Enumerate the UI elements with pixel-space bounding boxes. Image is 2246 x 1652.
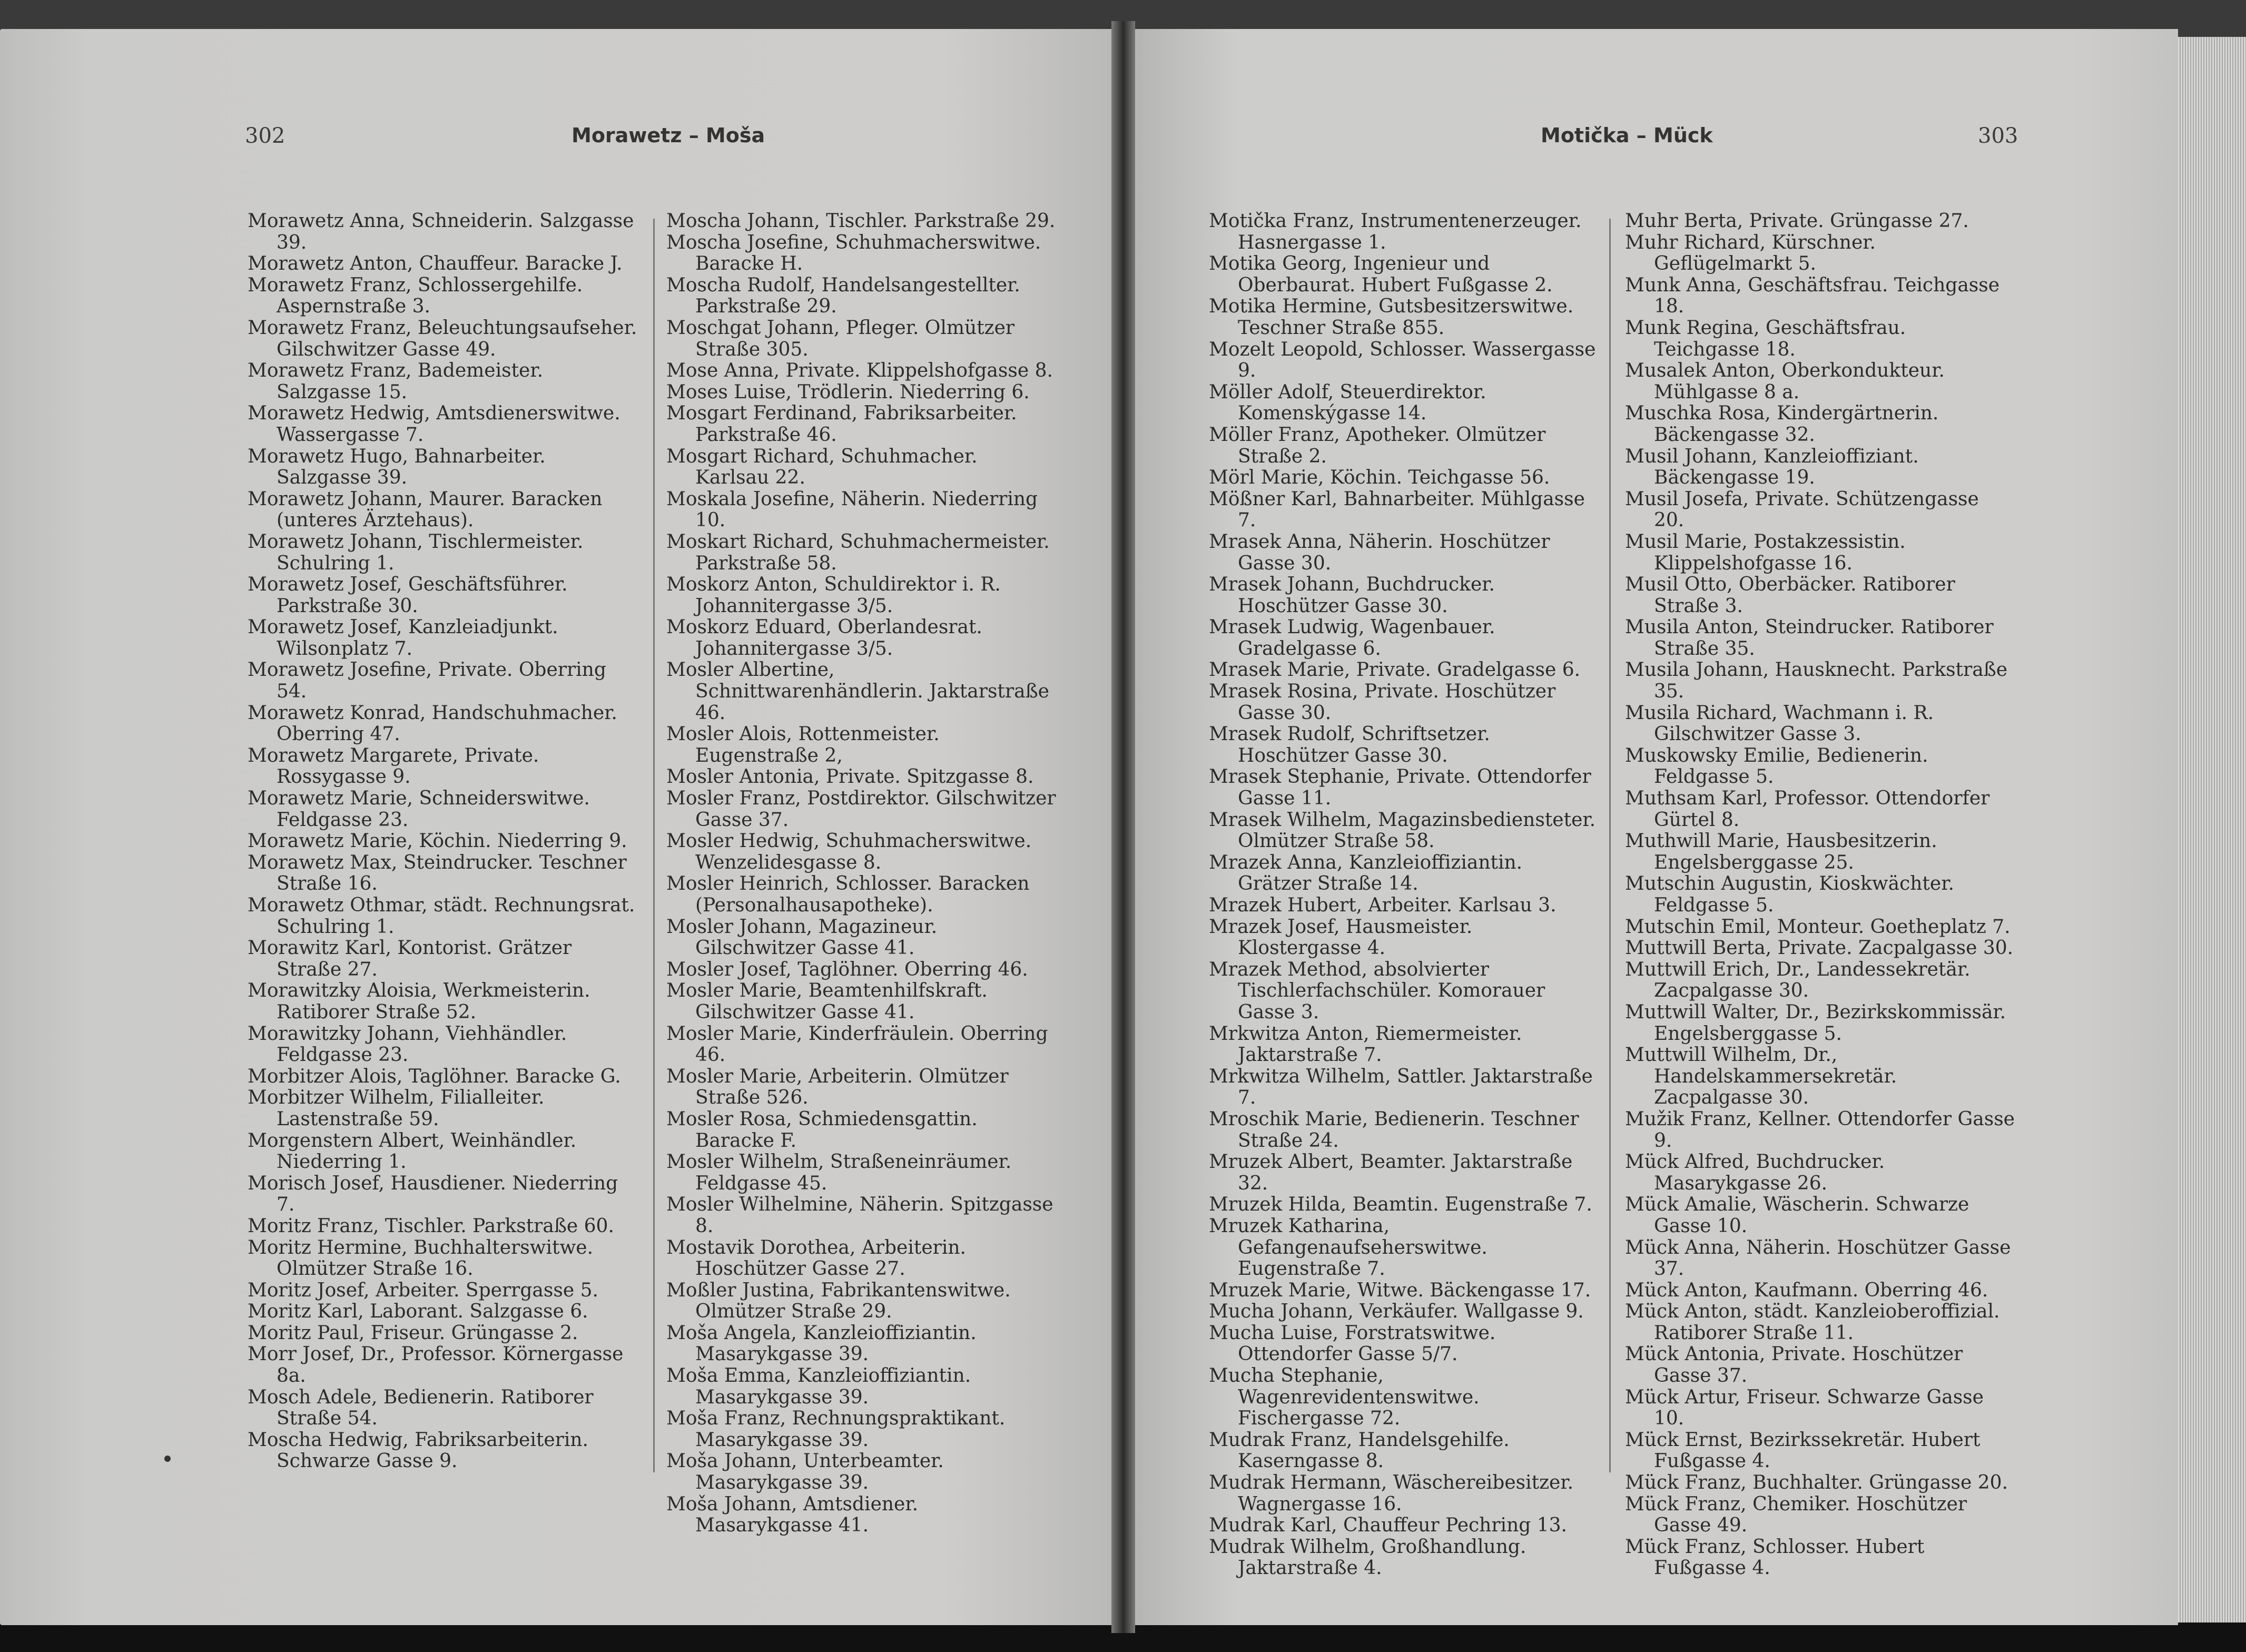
directory-entry: Moritz Franz, Tischler. Parkstraße 60. xyxy=(248,1215,614,1237)
right-running-head: Motička – Mück xyxy=(1541,124,1713,147)
directory-entry: Morawitzky Johann, Viehhändler. Feldgasse 23. xyxy=(248,1022,567,1066)
directory-entry: Motika Georg, Ingenieur und Oberbaurat. Hubert Fußgasse 2. xyxy=(1209,253,1553,296)
directory-entry: Morawetz Anton, Chauffeur. Baracke J. xyxy=(248,253,623,275)
directory-entry: Motika Hermine, Gutsbesitzerswitwe. Teschner Straße 855. xyxy=(1209,296,1574,339)
directory-entry: Mosgart Richard, Schuhmacher. Karlsau 22. xyxy=(666,445,978,489)
directory-entry: Morawitz Karl, Kontorist. Grätzer Straße 27. xyxy=(248,937,572,980)
directory-entry: Morawetz Hugo, Bahnarbeiter. Salzgasse 39. xyxy=(248,445,546,489)
directory-entry: Mosler Albertine, Schnittwarenhändlerin. Jaktarstraße 46. xyxy=(666,659,1049,724)
right-page-number: 303 xyxy=(1978,124,2018,148)
directory-entry: Möller Franz, Apotheker. Olmützer Straße 2. xyxy=(1209,424,1546,467)
ink-mark xyxy=(164,1456,171,1462)
directory-entry: Moskala Josefine, Näherin. Niederring 10. xyxy=(666,488,1038,532)
directory-entry: Mosler Marie, Beamtenhilfskraft. Gilschwitzer Gasse 41. xyxy=(666,980,988,1023)
directory-entry: Moskorz Eduard, Oberlandesrat. Johannitergasse 3/5. xyxy=(666,616,982,660)
directory-entry: Morawetz Franz, Schlossergehilfe. Aspernstraße 3. xyxy=(248,274,583,318)
directory-entry: Mück Anton, städt. Kanzleioberoffizial. Ratiborer Straße 11. xyxy=(1625,1301,2000,1344)
directory-entry: Musil Otto, Oberbäcker. Ratiborer Straße 3. xyxy=(1625,574,1955,617)
directory-entry: Mrkwitza Wilhelm, Sattler. Jaktarstraße 7. xyxy=(1209,1065,1593,1109)
directory-entry: Muttwill Wilhelm, Dr., Handelskammersekretär. Zacpalgasse 30. xyxy=(1625,1044,1897,1109)
directory-entry: Musalek Anton, Oberkondukteur. Mühlgasse 8 a. xyxy=(1625,360,1945,403)
right-page-column-2 xyxy=(1625,211,2015,1579)
directory-entry: Moskart Richard, Schuhmachermeister. Parkstraße 58. xyxy=(666,530,1050,574)
directory-entry: Musila Richard, Wachmann i. R. Gilschwitzer Gasse 3. xyxy=(1625,702,1934,745)
directory-entry: Morawetz Johann, Maurer. Baracken (unteres Ärztehaus). xyxy=(248,488,603,532)
directory-entry: Mroschik Marie, Bedienerin. Teschner Straße 24. xyxy=(1209,1108,1579,1152)
directory-entry: Muhr Berta, Private. Grüngasse 27. xyxy=(1625,210,1969,232)
left-page xyxy=(0,29,1111,1625)
directory-entry: Mück Anna, Näherin. Hoschützer Gasse 37. xyxy=(1625,1236,2011,1280)
directory-entry: Mruzek Marie, Witwe. Bäckengasse 17. xyxy=(1209,1279,1591,1301)
directory-entry: Morawetz Hedwig, Amtsdienerswitwe. Wassergasse 7. xyxy=(248,402,620,446)
directory-entry: Mrasek Wilhelm, Magazinsbediensteter. Olmützer Straße 58. xyxy=(1209,809,1596,852)
directory-entry: Mosler Johann, Magazineur. Gilschwitzer Gasse 41. xyxy=(666,916,938,959)
directory-entry: Mosler Marie, Kinderfräulein. Oberring 46. xyxy=(666,1022,1048,1066)
directory-entry: Mrasek Rosina, Private. Hoschützer Gasse 30. xyxy=(1209,681,1556,724)
directory-entry: Morawetz Josef, Geschäftsführer. Parkstraße 30. xyxy=(248,574,568,617)
directory-entry: Moschgat Johann, Pfleger. Olmützer Straße 305. xyxy=(666,317,1015,360)
directory-entry: Mudrak Franz, Handelsgehilfe. Kaserngasse 8. xyxy=(1209,1429,1510,1472)
directory-entry: Mosgart Ferdinand, Fabriksarbeiter. Parkstraße 46. xyxy=(666,402,1017,446)
directory-entry: Muschka Rosa, Kindergärtnerin. Bäckengasse 32. xyxy=(1625,402,1939,446)
directory-entry: Mosler Heinrich, Schlosser. Baracken (Personalhausapotheke). xyxy=(666,873,1030,916)
directory-entry: Mück Antonia, Private. Hoschützer Gasse 37. xyxy=(1625,1343,1963,1387)
directory-entry: Moša Johann, Amtsdiener. Masarykgasse 41. xyxy=(666,1493,919,1537)
directory-entry: Mudrak Hermann, Wäschereibesitzer. Wagnergasse 16. xyxy=(1209,1472,1574,1515)
directory-entry: Mose Anna, Private. Klippelshofgasse 8. xyxy=(666,360,1053,382)
directory-entry: Moša Johann, Unterbeamter. Masarykgasse 39. xyxy=(666,1450,944,1494)
directory-entry: Musila Anton, Steindrucker. Ratiborer Straße 35. xyxy=(1625,616,1994,660)
directory-entry: Musila Johann, Hausknecht. Parkstraße 35. xyxy=(1625,659,2008,703)
directory-entry: Morawetz Marie, Köchin. Niederring 9. xyxy=(248,830,627,852)
directory-entry: Morawetz Anna, Schneiderin. Salzgasse 39. xyxy=(248,210,634,253)
directory-entry: Mrazek Hubert, Arbeiter. Karlsau 3. xyxy=(1209,894,1557,916)
directory-entry: Morr Josef, Dr., Professor. Körnergasse 8a. xyxy=(248,1343,624,1387)
directory-entry: Mruzek Katharina, Gefangenaufseherswitwe. Eugenstraße 7. xyxy=(1209,1215,1488,1280)
directory-entry: Moscha Josefine, Schuhmacherswitwe. Baracke H. xyxy=(666,231,1041,275)
directory-entry: Mrazek Anna, Kanzleioffiziantin. Grätzer Straße 14. xyxy=(1209,851,1523,895)
directory-entry: Morisch Josef, Hausdiener. Niederring 7. xyxy=(248,1172,618,1216)
directory-entry: Mück Amalie, Wäscherin. Schwarze Gasse 10. xyxy=(1625,1194,1969,1237)
directory-entry: Mrkwitza Anton, Riemermeister. Jaktarstraße 7. xyxy=(1209,1022,1522,1066)
directory-entry: Mruzek Albert, Beamter. Jaktarstraße 32. xyxy=(1209,1151,1573,1194)
directory-entry: Mutschin Augustin, Kioskwächter. Feldgasse 5. xyxy=(1625,873,1954,916)
directory-entry: Mrasek Stephanie, Private. Ottendorfer Gasse 11. xyxy=(1209,766,1591,810)
directory-entry: Mudrak Karl, Chauffeur Pechring 13. xyxy=(1209,1515,1567,1537)
directory-entry: Muthsam Karl, Professor. Ottendorfer Gürtel 8. xyxy=(1625,788,1990,831)
directory-entry: Morawetz Margarete, Private. Rossygasse 9. xyxy=(248,744,539,788)
directory-entry: Moritz Karl, Laborant. Salzgasse 6. xyxy=(248,1301,588,1323)
directory-entry: Möller Adolf, Steuerdirektor. Komenskýgasse 14. xyxy=(1209,381,1486,425)
directory-entry: Moscha Rudolf, Handelsangestellter. Parkstraße 29. xyxy=(666,274,1020,318)
directory-entry: Mucha Luise, Forstratswitwe. Ottendorfer Gasse 5/7. xyxy=(1209,1322,1496,1365)
left-running-head: Morawetz – Moša xyxy=(572,124,765,147)
directory-entry: Mosler Wilhelmine, Näherin. Spitzgasse 8. xyxy=(666,1194,1053,1237)
directory-entry: Mrasek Rudolf, Schriftsetzer. Hoschützer Gasse 30. xyxy=(1209,723,1490,766)
directory-entry: Mosler Alois, Rottenmeister. Eugenstraße 2, xyxy=(666,723,940,766)
directory-entry: Morawetz Franz, Beleuchtungsaufseher. Gilschwitzer Gasse 49. xyxy=(248,317,637,360)
directory-entry: Munk Regina, Geschäftsfrau. Teichgasse 18. xyxy=(1625,317,1906,360)
directory-entry: Muhr Richard, Kürschner. Geflügelmarkt 5. xyxy=(1625,231,1876,275)
directory-entry: Morbitzer Alois, Taglöhner. Baracke G. xyxy=(248,1065,621,1087)
directory-entry: Morawetz Marie, Schneiderswitwe. Feldgasse 23. xyxy=(248,788,590,831)
directory-entry: Moßler Justina, Fabrikantenswitwe. Olmützer Straße 29. xyxy=(666,1279,1011,1323)
directory-entry: Mörl Marie, Köchin. Teichgasse 56. xyxy=(1209,467,1550,489)
directory-entry: Morawitzky Aloisia, Werkmeisterin. Ratiborer Straße 52. xyxy=(248,980,590,1023)
directory-entry: Mosler Marie, Arbeiterin. Olmützer Straße 526. xyxy=(666,1065,1009,1109)
directory-entry: Mrasek Anna, Näherin. Hoschützer Gasse 30. xyxy=(1209,530,1550,574)
book-gutter xyxy=(1111,21,1135,1633)
directory-entry: Moša Emma, Kanzleioffiziantin. Masarykgasse 39. xyxy=(666,1365,971,1408)
directory-entry: Motička Franz, Instrumentenerzeuger. Hasnergasse 1. xyxy=(1209,210,1582,253)
directory-entry: Morgenstern Albert, Weinhändler. Niederring 1. xyxy=(248,1129,577,1173)
directory-entry: Mrasek Johann, Buchdrucker. Hoschützer Gasse 30. xyxy=(1209,574,1495,617)
directory-entry: Mück Artur, Friseur. Schwarze Gasse 10. xyxy=(1625,1386,1984,1430)
right-page xyxy=(1135,29,2178,1625)
directory-entry: Morawetz Josefine, Private. Oberring 54. xyxy=(248,659,606,703)
directory-entry: Mrasek Marie, Private. Gradelgasse 6. xyxy=(1209,659,1581,681)
directory-entry: Mück Ernst, Bezirkssekretär. Hubert Fußgasse 4. xyxy=(1625,1429,1981,1472)
directory-entry: Mück Franz, Buchhalter. Grüngasse 20. xyxy=(1625,1472,2008,1494)
directory-entry: Mužik Franz, Kellner. Ottendorfer Gasse 9. xyxy=(1625,1108,2015,1152)
column-rule xyxy=(653,219,655,1472)
directory-entry: Morawetz Johann, Tischlermeister. Schulring 1. xyxy=(248,530,584,574)
page-edges xyxy=(2178,37,2246,1622)
directory-entry: Mozelt Leopold, Schlosser. Wassergasse 9. xyxy=(1209,338,1596,382)
directory-entry: Moritz Hermine, Buchhalterswitwe. Olmützer Straße 16. xyxy=(248,1236,594,1280)
directory-entry: Mosch Adele, Bedienerin. Ratiborer Straße 54. xyxy=(248,1386,594,1430)
directory-entry: Moscha Hedwig, Fabriksarbeiterin. Schwarze Gasse 9. xyxy=(248,1429,588,1472)
directory-entry: Musil Josefa, Private. Schützengasse 20. xyxy=(1625,488,1979,532)
directory-entry: Mutschin Emil, Monteur. Goetheplatz 7. xyxy=(1625,916,2011,938)
directory-entry: Moša Angela, Kanzleioffiziantin. Masarykgasse 39. xyxy=(666,1322,977,1365)
directory-entry: Mück Alfred, Buchdrucker. Masarykgasse 26. xyxy=(1625,1151,1885,1194)
directory-entry: Muthwill Marie, Hausbesitzerin. Engelsberggasse 25. xyxy=(1625,830,1937,873)
right-page-column-1 xyxy=(1209,211,1599,1579)
directory-entry: Muskowsky Emilie, Bedienerin. Feldgasse 5. xyxy=(1625,744,1928,788)
directory-entry: Mruzek Hilda, Beamtin. Eugenstraße 7. xyxy=(1209,1194,1592,1216)
directory-entry: Morawetz Josef, Kanzleiadjunkt. Wilsonplatz 7. xyxy=(248,616,558,660)
directory-entry: Mosler Hedwig, Schuhmacherswitwe. Wenzelidesgasse 8. xyxy=(666,830,1032,873)
directory-entry: Morbitzer Wilhelm, Filialleiter. Lastenstraße 59. xyxy=(248,1087,545,1130)
directory-entry: Mosler Rosa, Schmiedensgattin. Baracke F. xyxy=(666,1108,978,1152)
directory-entry: Mück Franz, Schlosser. Hubert Fußgasse 4. xyxy=(1625,1536,1925,1579)
directory-entry: Musil Johann, Kanzleioffiziant. Bäckengasse 19. xyxy=(1625,445,1919,489)
directory-entry: Muttwill Erich, Dr., Landessekretär. Zacpalgasse 30. xyxy=(1625,958,1971,1002)
directory-entry: Moša Franz, Rechnungspraktikant. Masarykgasse 39. xyxy=(666,1408,1006,1451)
left-page-column-1 xyxy=(248,211,637,1472)
directory-entry: Mosler Wilhelm, Straßeneinräumer. Feldgasse 45. xyxy=(666,1151,1012,1194)
directory-entry: Moskorz Anton, Schuldirektor i. R. Johannitergasse 3/5. xyxy=(666,574,1001,617)
left-page-number: 302 xyxy=(245,124,285,148)
directory-entry: Mosler Franz, Postdirektor. Gilschwitzer Gasse 37. xyxy=(666,788,1056,831)
directory-entry: Moritz Josef, Arbeiter. Sperrgasse 5. xyxy=(248,1279,598,1301)
directory-entry: Morawetz Max, Steindrucker. Teschner Straße 16. xyxy=(248,851,627,895)
directory-entry: Morawetz Konrad, Handschuhmacher. Oberring 47. xyxy=(248,702,617,745)
directory-entry: Mostavik Dorothea, Arbeiterin. Hoschützer Gasse 27. xyxy=(666,1236,966,1280)
directory-entry: Moscha Johann, Tischler. Parkstraße 29. xyxy=(666,210,1056,232)
directory-entry: Mosler Antonia, Private. Spitzgasse 8. xyxy=(666,766,1034,788)
directory-entry: Muttwill Walter, Dr., Bezirkskommissär. Engelsberggasse 5. xyxy=(1625,1001,2006,1045)
directory-entry: Muttwill Berta, Private. Zacpalgasse 30. xyxy=(1625,937,2014,959)
directory-entry: Mrazek Josef, Hausmeister. Klostergasse 4. xyxy=(1209,916,1473,959)
directory-entry: Morawetz Othmar, städt. Rechnungsrat. Schulring 1. xyxy=(248,894,635,938)
directory-entry: Mosler Josef, Taglöhner. Oberring 46. xyxy=(666,958,1028,980)
directory-entry: Mucha Johann, Verkäufer. Wallgasse 9. xyxy=(1209,1301,1584,1323)
directory-entry: Mudrak Wilhelm, Großhandlung. Jaktarstraße 4. xyxy=(1209,1536,1526,1579)
directory-entry: Munk Anna, Geschäftsfrau. Teichgasse 18. xyxy=(1625,274,2000,318)
left-page-column-2 xyxy=(666,211,1056,1537)
directory-entry: Musil Marie, Postakzessistin. Klippelshofgasse 16. xyxy=(1625,530,1906,574)
directory-entry: Mrasek Ludwig, Wagenbauer. Gradelgasse 6. xyxy=(1209,616,1495,660)
column-rule xyxy=(1609,219,1611,1472)
directory-entry: Mück Franz, Chemiker. Hoschützer Gasse 49. xyxy=(1625,1493,1967,1537)
directory-entry: Mrazek Method, absolvierter Tischlerfachschüler. Komorauer Gasse 3. xyxy=(1209,958,1545,1023)
directory-entry: Morawetz Franz, Bademeister. Salzgasse 15. xyxy=(248,360,544,403)
directory-entry: Mucha Stephanie, Wagenrevidentenswitwe. Fischergasse 72. xyxy=(1209,1365,1480,1430)
directory-entry: Mück Anton, Kaufmann. Oberring 46. xyxy=(1625,1279,1988,1301)
directory-entry: Mößner Karl, Bahnarbeiter. Mühlgasse 7. xyxy=(1209,488,1585,532)
directory-entry: Moses Luise, Trödlerin. Niederring 6. xyxy=(666,381,1030,403)
directory-entry: Moritz Paul, Friseur. Grüngasse 2. xyxy=(248,1322,578,1344)
